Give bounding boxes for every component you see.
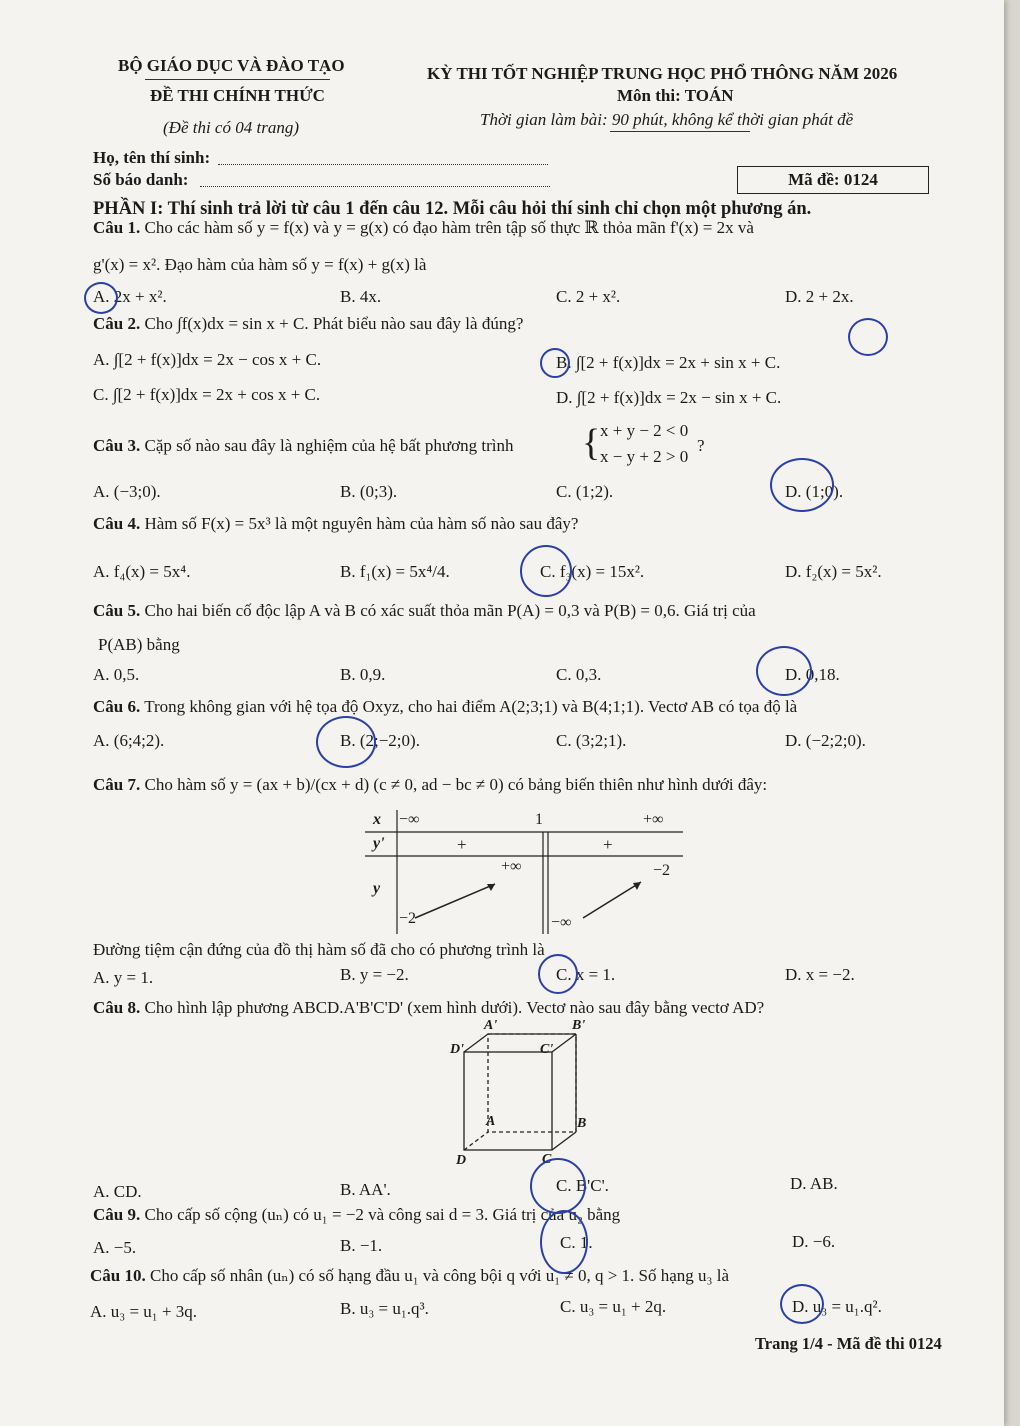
q8-option-d[interactable]: D. AB. xyxy=(790,1174,838,1193)
table-y-top: +∞ xyxy=(501,858,522,875)
pen-circle-q8 xyxy=(530,1158,586,1214)
question-3 xyxy=(93,436,513,456)
pages-note: (Đề thi có 04 trang) xyxy=(163,118,299,137)
q5-option-a[interactable]: A. 0,5. xyxy=(93,665,140,684)
question-5-line2: P(AB) bằng xyxy=(98,635,180,654)
q4-option-d[interactable]: D. f₂(x) = 5x². xyxy=(785,562,882,581)
q9-option-b[interactable]: B. −1. xyxy=(340,1236,383,1255)
q9-option-a[interactable]: A. −5. xyxy=(93,1238,137,1257)
question-4 xyxy=(93,514,578,534)
table-y-label: y xyxy=(373,880,381,897)
q7-option-a[interactable]: A. y = 1. xyxy=(93,968,154,987)
time-rule xyxy=(610,131,750,132)
pen-circle-q10 xyxy=(780,1284,824,1324)
q2-option-d[interactable]: D. ∫[2 + f(x)]dx = 2x − sin x + C. xyxy=(556,388,782,407)
q3-option-d[interactable]: D. (1;0). xyxy=(785,482,844,501)
q6-option-a[interactable]: A. (6;4;2). xyxy=(93,731,165,750)
q1-option-d[interactable]: D. 2 + 2x. xyxy=(785,287,854,306)
q7-option-d[interactable]: D. x = −2. xyxy=(785,965,855,984)
question-2-label: Câu 2. xyxy=(93,314,141,333)
variation-table xyxy=(365,810,683,934)
pen-circle-q2-note xyxy=(848,318,888,356)
q7-option-b[interactable]: B. y = −2. xyxy=(340,965,409,984)
q10-option-c[interactable]: C. u₃ = u₁ + 2q. xyxy=(560,1297,667,1316)
q8-option-b[interactable]: B. AA'. xyxy=(340,1180,391,1199)
question-3-text: Cặp số nào sau đây là nghiệm của hệ bất phương trình xyxy=(144,436,514,455)
vertex-c1: C' xyxy=(540,1042,554,1057)
question-6 xyxy=(93,697,797,717)
q3-option-b[interactable]: B. (0;3). xyxy=(340,482,398,501)
vertex-c: C xyxy=(542,1152,552,1167)
question-7 xyxy=(93,775,767,795)
question-5-label: Câu 5. xyxy=(93,601,141,620)
q4-option-b[interactable]: B. f₁(x) = 5x⁴/4. xyxy=(340,562,450,581)
candidate-name-field[interactable] xyxy=(218,164,548,165)
q8-option-a[interactable]: A. CD. xyxy=(93,1182,142,1201)
pen-circle-q2 xyxy=(540,348,570,378)
official-label: ĐỀ THI CHÍNH THỨC xyxy=(150,86,325,105)
header-rule xyxy=(145,79,330,80)
question-9-text: Cho cấp số cộng (uₙ) có u₁ = −2 và công sai d = 3. Giá trị của u₂ bằng xyxy=(144,1205,621,1224)
question-3-label: Câu 3. xyxy=(93,436,141,455)
question-2-text: Cho ∫f(x)dx = sin x + C. Phát biểu nào sau đây là đúng? xyxy=(144,314,524,333)
vertex-d1: D' xyxy=(450,1042,464,1057)
q1-option-b[interactable]: B. 4x. xyxy=(340,287,382,306)
vertex-b1: B' xyxy=(572,1018,586,1033)
question-5 xyxy=(93,601,756,621)
table-x-neg-inf: −∞ xyxy=(399,811,420,828)
question-10-text: Cho cấp số nhân (uₙ) có số hạng đầu u₁ và công bội q với u₁ ≠ 0, q > 1. Số hạng u₃ là xyxy=(149,1266,729,1285)
q5-option-c[interactable]: C. 0,3. xyxy=(556,665,602,684)
q10-option-b[interactable]: B. u₃ = u₁.q³. xyxy=(340,1299,429,1318)
question-6-label: Câu 6. xyxy=(93,697,141,716)
question-4-text: Hàm số F(x) = 5x³ là một nguyên hàm của hàm số nào sau đây? xyxy=(144,514,579,533)
question-8-text: Cho hình lập phương ABCD.A'B'C'D' (xem hình dưới). Vectơ nào sau đây bằng vectơ AD? xyxy=(144,998,765,1017)
q6-option-c[interactable]: C. (3;2;1). xyxy=(556,731,627,750)
table-y-bottom: −∞ xyxy=(551,914,572,931)
subject: Môn thi: TOÁN xyxy=(617,86,734,105)
system-line-2: x − y + 2 > 0 xyxy=(600,447,689,466)
page-footer: Trang 1/4 - Mã đề thi 0124 xyxy=(755,1334,942,1353)
q8-option-c[interactable]: C. B'C'. xyxy=(556,1176,609,1195)
question-7-label: Câu 7. xyxy=(93,775,141,794)
question-1-label: Câu 1. xyxy=(93,218,141,237)
pen-circle-q6 xyxy=(316,716,376,768)
system-line-1: x + y − 2 < 0 xyxy=(600,421,689,440)
ministry-name: BỘ GIÁO DỤC VÀ ĐÀO TẠO xyxy=(118,56,345,75)
pen-circle-q4 xyxy=(520,545,572,597)
cube-figure xyxy=(450,1018,600,1170)
q3-option-c[interactable]: C. (1;2). xyxy=(556,482,614,501)
q4-option-c[interactable]: C. f₃(x) = 15x². xyxy=(540,562,645,581)
question-8 xyxy=(93,998,764,1018)
table-sign-left: + xyxy=(457,835,467,854)
q1-option-a[interactable]: A. 2x + x². xyxy=(93,287,167,306)
question-7-after: Đường tiệm cận đứng của đồ thị hàm số đã cho có phương trình là xyxy=(93,940,545,959)
q6-option-d[interactable]: D. (−2;2;0). xyxy=(785,731,866,750)
candidate-id-label: Số báo danh: xyxy=(93,170,189,189)
pen-circle-q5 xyxy=(756,646,812,696)
table-yp-label: y' xyxy=(373,835,385,852)
question-10-label: Câu 10. xyxy=(90,1266,146,1285)
question-2 xyxy=(93,314,523,334)
exam-code-box: Mã đề: 0124 xyxy=(737,166,929,194)
q2-option-c[interactable]: C. ∫[2 + f(x)]dx = 2x + cos x + C. xyxy=(93,385,321,404)
q6-option-b[interactable]: B. (2;−2;0). xyxy=(340,731,420,750)
q10-option-d[interactable]: D. u₃ = u₁.q². xyxy=(792,1297,882,1316)
question-10 xyxy=(90,1266,729,1286)
question-1-line2: g'(x) = x². Đạo hàm của hàm số y = f(x) + g(x) là xyxy=(93,255,427,274)
exam-title: KỲ THI TỐT NGHIỆP TRUNG HỌC PHỔ THÔNG NĂM 2026 xyxy=(427,64,898,83)
q7-option-c[interactable]: C. x = 1. xyxy=(556,965,616,984)
vertex-b: B xyxy=(577,1116,587,1131)
question-8-label: Câu 8. xyxy=(93,998,141,1017)
pen-circle-q7 xyxy=(538,954,578,994)
question-3-qmark: ? xyxy=(697,436,705,455)
question-7-text: Cho hàm số y = (ax + b)/(cx + d) (c ≠ 0, ad − bc ≠ 0) có bảng biến thiên như hình dưới đây: xyxy=(144,775,768,794)
q4-option-a[interactable]: A. f₄(x) = 5x⁴. xyxy=(93,562,191,581)
candidate-id-field[interactable] xyxy=(200,186,550,187)
table-x-one: 1 xyxy=(535,811,543,828)
system-brace: { xyxy=(582,422,601,464)
candidate-name-label: Họ, tên thí sinh: xyxy=(93,148,211,167)
pen-circle-q3 xyxy=(770,458,834,512)
table-y-right-top: −2 xyxy=(653,862,671,879)
q1-option-c[interactable]: C. 2 + x². xyxy=(556,287,621,306)
vertex-d: D xyxy=(456,1153,467,1168)
question-5-text: Cho hai biến cố độc lập A và B có xác suất thỏa mãn P(A) = 0,3 và P(B) = 0,6. Giá trị của xyxy=(144,601,756,620)
q5-option-b[interactable]: B. 0,9. xyxy=(340,665,386,684)
table-x-pos-inf: +∞ xyxy=(643,811,664,828)
pen-circle-q9 xyxy=(540,1210,588,1274)
pen-circle-q1 xyxy=(84,282,118,314)
q3-option-a[interactable]: A. (−3;0). xyxy=(93,482,161,501)
q5-option-d[interactable]: D. 0,18. xyxy=(785,665,840,684)
exam-time: Thời gian làm bài: 90 phút, không kể thời gian phát đề xyxy=(480,110,854,129)
q10-option-a[interactable]: A. u₃ = u₁ + 3q. xyxy=(90,1302,198,1321)
table-sign-right: + xyxy=(603,835,613,854)
q9-option-d[interactable]: D. −6. xyxy=(792,1232,836,1251)
q2-option-a[interactable]: A. ∫[2 + f(x)]dx = 2x − cos x + C. xyxy=(93,350,322,369)
part1-heading: PHẦN I: Thí sinh trả lời từ câu 1 đến câu 12. Mỗi câu hỏi thí sinh chỉ chọn một phương án. xyxy=(93,199,812,219)
question-9-label: Câu 9. xyxy=(93,1205,141,1224)
question-6-text: Trong không gian với hệ tọa độ Oxyz, cho hai điểm A(2;3;1) và B(4;1;1). Vectơ AB có tọa độ là xyxy=(144,697,798,716)
vertex-a1: A' xyxy=(484,1018,498,1033)
table-y-left-bottom: −2 xyxy=(399,910,417,927)
vertex-a: A xyxy=(486,1114,496,1129)
q2-option-b[interactable]: B. ∫[2 + f(x)]dx = 2x + sin x + C. xyxy=(556,353,781,372)
cube-svg xyxy=(450,1022,600,1170)
q9-option-c[interactable]: C. 1. xyxy=(560,1233,593,1252)
table-x-label: x xyxy=(373,811,381,828)
question-4-label: Câu 4. xyxy=(93,514,141,533)
question-1-text: Cho các hàm số y = f(x) và y = g(x) có đạo hàm trên tập số thực ℝ thỏa mãn f'(x) = 2x và xyxy=(144,218,754,237)
question-1 xyxy=(93,218,754,238)
